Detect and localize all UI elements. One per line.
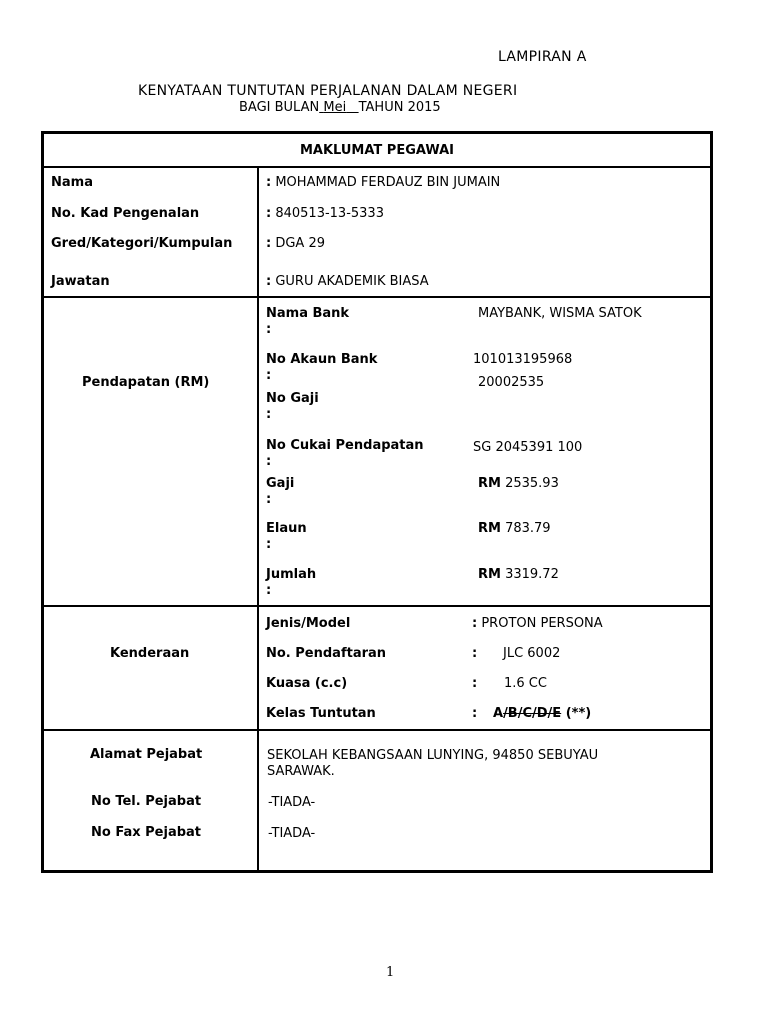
row-divider <box>41 729 713 731</box>
column-divider <box>257 166 259 873</box>
kuasa-value: 1.6 CC <box>504 676 547 691</box>
kenderaan-heading: Kenderaan <box>110 646 190 661</box>
colon: : <box>472 676 478 691</box>
row-divider <box>41 166 713 168</box>
row-divider <box>41 605 713 607</box>
colon: : <box>266 583 272 598</box>
colon: : <box>266 537 272 552</box>
colon: : <box>266 454 272 469</box>
colon: : <box>266 492 272 507</box>
bank-label: Nama Bank <box>266 306 350 321</box>
akaun-label: No Akaun Bank <box>266 352 378 367</box>
document-subtitle <box>239 100 441 115</box>
gaji-label: Gaji <box>266 476 295 491</box>
ic-label: No. Kad Pengenalan <box>51 206 200 221</box>
jenis-label: Jenis/Model <box>266 616 351 631</box>
document-title: KENYATAAN TUNTUTAN PERJALANAN DALAM NEGERI <box>138 83 518 99</box>
subtitle-suffix: TAHUN 2015 <box>358 100 441 115</box>
kuasa-label: Kuasa (c.c) <box>266 676 348 691</box>
subtitle-prefix: BAGI BULAN <box>239 100 320 115</box>
table-border-right <box>710 131 713 873</box>
elaun-label: Elaun <box>266 521 307 536</box>
daftar-value: JLC 6002 <box>503 646 561 661</box>
pendapatan-heading: Pendapatan (RM) <box>82 375 210 390</box>
gaji-no-label: No Gaji <box>266 391 319 406</box>
jawatan-value: : GURU AKADEMIK BIASA <box>266 274 429 289</box>
colon: : <box>472 706 478 721</box>
kelas-value: A/B/C/D/E (**) <box>493 706 592 721</box>
maklumat-heading: MAKLUMAT PEGAWAI <box>299 143 455 158</box>
gred-label: Gred/Kategori/Kumpulan <box>51 236 233 251</box>
colon: : <box>266 407 272 422</box>
jumlah-label: Jumlah <box>266 567 317 582</box>
table-border-top <box>41 131 713 134</box>
cukai-label: No Cukai Pendapatan <box>266 438 424 453</box>
row-divider <box>41 296 713 298</box>
page-number: 1 <box>386 965 395 980</box>
lampiran-label: LAMPIRAN A <box>498 49 587 65</box>
ic-value: : 840513-13-5333 <box>266 206 384 221</box>
colon: : <box>266 322 272 337</box>
jenis-value: : PROTON PERSONA <box>472 616 603 631</box>
fax-value: -TIADA- <box>268 826 316 841</box>
alamat-label: Alamat Pejabat <box>90 747 203 762</box>
colon: : <box>266 368 272 383</box>
tel-label: No Tel. Pejabat <box>91 794 202 809</box>
table-border-bottom <box>41 870 713 873</box>
kelas-label: Kelas Tuntutan <box>266 706 376 721</box>
bank-value: MAYBANK, WISMA SATOK <box>478 306 642 321</box>
elaun-value: RM 783.79 <box>478 521 551 536</box>
table-border-left <box>41 131 44 873</box>
gaji-no-value: 20002535 <box>478 375 545 390</box>
cukai-value: SG 2045391 100 <box>473 440 583 455</box>
jumlah-value: RM 3319.72 <box>478 567 559 582</box>
akaun-value: 101013195968 <box>473 352 573 367</box>
gred-value: : DGA 29 <box>266 236 325 251</box>
jawatan-label: Jawatan <box>51 274 110 289</box>
month-value: Mei <box>323 100 347 115</box>
daftar-label: No. Pendaftaran <box>266 646 387 661</box>
alamat-line1: SEKOLAH KEBANGSAAN LUNYING, 94850 SEBUYAU <box>267 748 599 763</box>
gaji-value: RM 2535.93 <box>478 476 559 491</box>
fax-label: No Fax Pejabat <box>91 825 202 840</box>
tel-value: -TIADA- <box>268 795 316 810</box>
nama-label: Nama <box>51 175 93 190</box>
alamat-line2: SARAWAK. <box>267 764 335 779</box>
nama-value: : MOHAMMAD FERDAUZ BIN JUMAIN <box>266 175 501 190</box>
colon: : <box>472 646 478 661</box>
